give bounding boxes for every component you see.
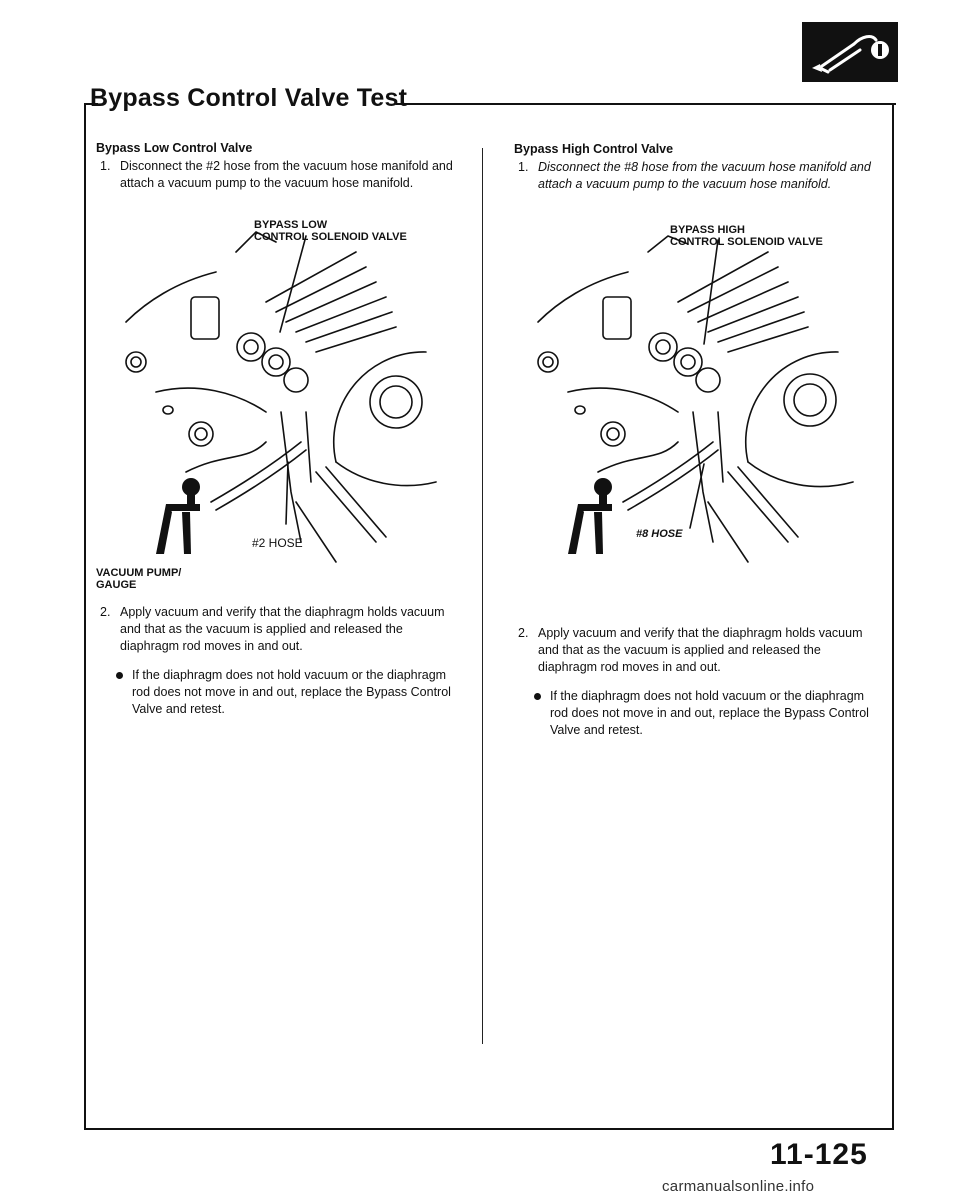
- section-logo: [802, 22, 898, 82]
- right-hose-label: #8 HOSE: [636, 528, 683, 540]
- left-step-1-text: Disconnect the #2 hose from the vacuum hose manifold and attach a vacuum pump to the vacuum hose manifold.: [120, 159, 453, 190]
- page-title: Bypass Control Valve Test: [90, 84, 408, 112]
- right-column-lower: [514, 625, 879, 739]
- left-section-heading: Bypass Low Control Valve: [96, 141, 253, 155]
- left-bullet-text: If the diaphragm does not hold vacuum or the diaphragm rod does not move in and out, replace the Bypass Control Valve and retest.: [132, 668, 451, 716]
- page-number: 11-125: [770, 1138, 868, 1171]
- right-step-1-text: Disconnect the #8 hose from the vacuum hose manifold and attach a vacuum pump to the vacuum hose manifold.: [538, 160, 871, 191]
- bullet-dot: [116, 672, 123, 679]
- left-engine-illustration: [96, 212, 486, 592]
- right-solenoid-label-line1: BYPASS HIGH: [670, 224, 745, 236]
- right-step-1: [514, 159, 879, 193]
- left-pump-label-line2: GAUGE: [96, 579, 137, 591]
- left-figure: [96, 212, 486, 592]
- right-step-2-number: 2.: [518, 626, 529, 640]
- vacuum-pump-icon: [568, 478, 612, 554]
- fuel-injector-icon: [802, 22, 898, 82]
- left-column: [96, 140, 461, 192]
- left-bullet: [96, 667, 461, 718]
- right-engine-illustration: [508, 232, 898, 612]
- vacuum-pump-icon: [156, 478, 200, 554]
- right-solenoid-label: [670, 224, 823, 248]
- left-step-2-text: Apply vacuum and verify that the diaphragm holds vacuum and that as the vacuum is applied and released the diaphragm rod moves in and out.: [120, 605, 445, 653]
- right-section-heading: Bypass High Control Valve: [514, 142, 674, 156]
- left-hose-label: #2 HOSE: [252, 536, 303, 550]
- right-step-2-text: Apply vacuum and verify that the diaphragm holds vacuum and that as the vacuum is applied and released the diaphragm rod moves in and out.: [538, 626, 863, 674]
- right-step-2: [514, 625, 879, 676]
- right-step-1-number: 1.: [518, 160, 529, 174]
- left-solenoid-label: [254, 219, 407, 243]
- right-bullet-text: If the diaphragm does not hold vacuum or the diaphragm rod does not move in and out, replace the Bypass Control Valve and retest.: [550, 689, 869, 737]
- left-pump-label: [96, 567, 181, 591]
- right-column: [514, 140, 879, 193]
- left-solenoid-label-line2: CONTROL SOLENOID VALVE: [254, 231, 407, 243]
- right-figure: [508, 224, 898, 612]
- bullet-dot: [534, 693, 541, 700]
- left-step-2-number: 2.: [100, 605, 111, 619]
- watermark: carmanualsonline.info: [662, 1178, 815, 1195]
- right-bullet: [514, 688, 879, 739]
- left-solenoid-label-line1: BYPASS LOW: [254, 219, 328, 231]
- left-step-1-number: 1.: [100, 159, 111, 173]
- left-pump-label-line1: VACUUM PUMP/: [96, 567, 182, 579]
- right-solenoid-label-line2: CONTROL SOLENOID VALVE: [670, 236, 823, 248]
- left-step-2: [96, 604, 461, 655]
- left-column-lower: [96, 604, 461, 718]
- left-step-1: [96, 158, 461, 192]
